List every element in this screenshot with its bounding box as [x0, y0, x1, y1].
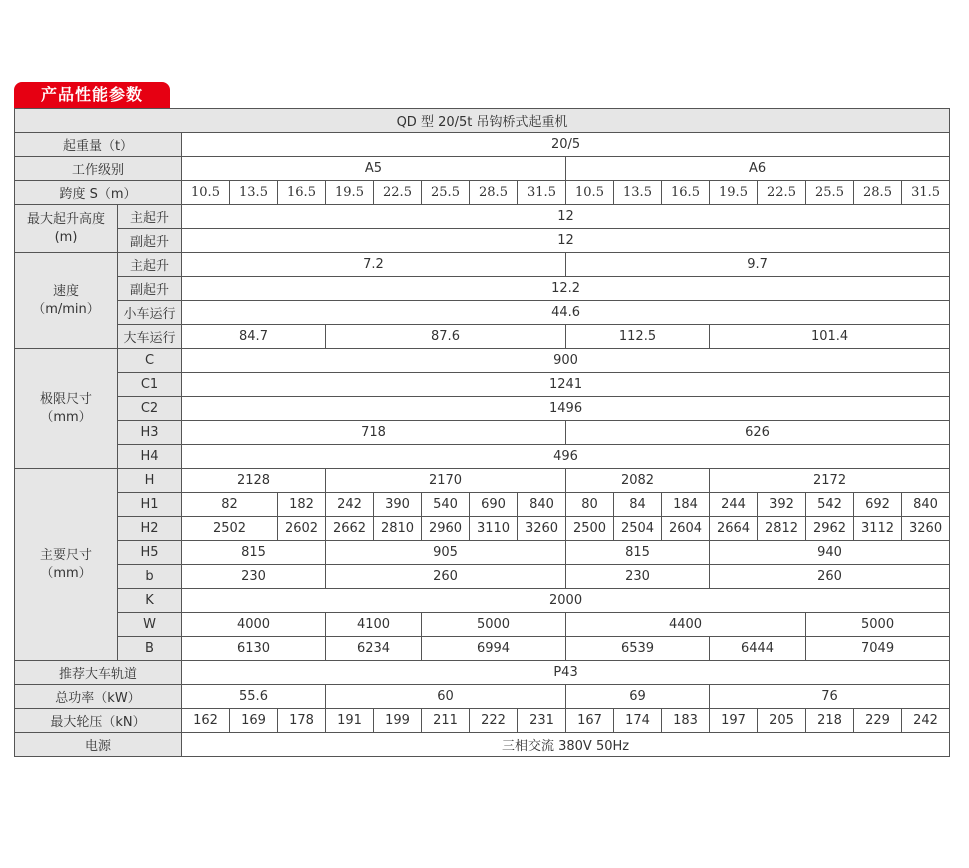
speed-label-line1: 速度 — [52, 283, 79, 299]
capacity-value: 20/5 — [182, 133, 950, 157]
main-h2-cell: 2960 — [422, 517, 470, 541]
max-height-aux-label: 副起升 — [118, 229, 182, 253]
wheel-load-cell: 197 — [710, 709, 758, 733]
span-row — [15, 181, 950, 205]
power-supply-row — [15, 733, 950, 757]
speed-aux-row — [15, 277, 950, 301]
main-h1-cell: 182 — [278, 493, 326, 517]
wheel-load-cell: 211 — [422, 709, 470, 733]
wheel-load-cell: 174 — [614, 709, 662, 733]
power-supply-value: 三相交流 380V 50Hz — [182, 733, 950, 757]
wheel-load-cell: 199 — [374, 709, 422, 733]
power-cell: 76 — [710, 685, 950, 709]
wheel-load-cell: 222 — [470, 709, 518, 733]
power-cell: 69 — [566, 685, 710, 709]
main-h1-cell: 542 — [806, 493, 854, 517]
max-height-label-line1: 最大起升高度 — [26, 211, 105, 227]
work-class-a5: A5 — [182, 157, 566, 181]
main-h1-cell: 80 — [566, 493, 614, 517]
capacity-row — [15, 133, 950, 157]
speed-main-row — [15, 253, 950, 277]
main-h1-cell: 390 — [374, 493, 422, 517]
wheel-load-cell: 205 — [758, 709, 806, 733]
wheel-load-cell: 229 — [854, 709, 902, 733]
main-h5-cell: 940 — [710, 541, 950, 565]
work-class-row — [15, 157, 950, 181]
main-h-cell: 2170 — [326, 469, 566, 493]
wheel-load-row — [15, 709, 950, 733]
main-h2-cell: 2500 — [566, 517, 614, 541]
limit-h4-value: 496 — [182, 445, 950, 469]
limit-dims-label-line1: 极限尺寸 — [39, 391, 92, 407]
wheel-load-cell: 169 — [230, 709, 278, 733]
main-bb-cell: 6234 — [326, 637, 422, 661]
main-h1-cell: 692 — [854, 493, 902, 517]
main-bb-label: B — [118, 637, 182, 661]
limit-dims-label-line2: （mm） — [40, 409, 92, 425]
main-k-row — [15, 589, 950, 613]
span-cell: 10.5 — [182, 181, 230, 205]
wheel-load-cell: 178 — [278, 709, 326, 733]
limit-c-row — [15, 349, 950, 373]
main-w-cell: 4400 — [566, 613, 806, 637]
limit-h3-a5: 718 — [182, 421, 566, 445]
speed-crane-cell: 101.4 — [710, 325, 950, 349]
work-class-label: 工作级别 — [15, 157, 182, 181]
main-h2-row — [15, 517, 950, 541]
span-cell: 25.5 — [422, 181, 470, 205]
main-dims-label-line1: 主要尺寸 — [39, 547, 92, 563]
main-h5-cell: 905 — [326, 541, 566, 565]
main-h5-cell: 815 — [182, 541, 326, 565]
speed-crane-label: 大车运行 — [118, 325, 182, 349]
main-h1-cell: 840 — [518, 493, 566, 517]
max-height-aux-row — [15, 229, 950, 253]
max-height-main-label: 主起升 — [118, 205, 182, 229]
wheel-load-label: 最大轮压（kN） — [15, 709, 182, 733]
span-cell: 22.5 — [758, 181, 806, 205]
limit-c1-value: 1241 — [182, 373, 950, 397]
main-h1-cell: 244 — [710, 493, 758, 517]
limit-h3-a6: 626 — [566, 421, 950, 445]
span-cell: 28.5 — [854, 181, 902, 205]
max-height-label — [15, 205, 118, 253]
main-h2-cell: 2662 — [326, 517, 374, 541]
main-h-label: H — [118, 469, 182, 493]
main-h1-cell: 184 — [662, 493, 710, 517]
power-cell: 60 — [326, 685, 566, 709]
main-b-label: b — [118, 565, 182, 589]
main-h2-cell: 2604 — [662, 517, 710, 541]
wheel-load-cell: 242 — [902, 709, 950, 733]
limit-c2-row — [15, 397, 950, 421]
main-h-cell: 2082 — [566, 469, 710, 493]
span-cell: 25.5 — [806, 181, 854, 205]
section-tab: 产品性能参数 — [14, 82, 170, 108]
work-class-a6: A6 — [566, 157, 950, 181]
span-label: 跨度 S（m） — [15, 181, 182, 205]
main-h1-cell: 690 — [470, 493, 518, 517]
span-cell: 19.5 — [326, 181, 374, 205]
main-h2-cell: 3260 — [518, 517, 566, 541]
limit-dims-label — [15, 349, 118, 469]
title-row — [15, 109, 950, 133]
speed-crane-cell: 84.7 — [182, 325, 326, 349]
main-h5-row — [15, 541, 950, 565]
main-h2-cell: 2962 — [806, 517, 854, 541]
main-h2-cell: 2810 — [374, 517, 422, 541]
span-cell: 10.5 — [566, 181, 614, 205]
main-h1-cell: 242 — [326, 493, 374, 517]
main-h5-cell: 815 — [566, 541, 710, 565]
speed-aux-label: 副起升 — [118, 277, 182, 301]
power-label: 总功率（kW） — [15, 685, 182, 709]
main-w-cell: 4100 — [326, 613, 422, 637]
main-bb-cell: 6994 — [422, 637, 566, 661]
speed-label — [15, 253, 118, 349]
main-k-value: 2000 — [182, 589, 950, 613]
main-h1-cell: 84 — [614, 493, 662, 517]
power-row — [15, 685, 950, 709]
span-cell: 31.5 — [518, 181, 566, 205]
limit-c2-value: 1496 — [182, 397, 950, 421]
speed-aux-value: 12.2 — [182, 277, 950, 301]
wheel-load-cell: 231 — [518, 709, 566, 733]
limit-h4-row — [15, 445, 950, 469]
span-cell: 28.5 — [470, 181, 518, 205]
spec-table — [14, 108, 950, 757]
rail-label: 推荐大车轨道 — [15, 661, 182, 685]
span-cell: 13.5 — [230, 181, 278, 205]
speed-crane-row — [15, 325, 950, 349]
main-h1-cell: 392 — [758, 493, 806, 517]
rail-value: P43 — [182, 661, 950, 685]
max-height-main-value: 12 — [182, 205, 950, 229]
main-h2-cell: 2664 — [710, 517, 758, 541]
span-cell: 22.5 — [374, 181, 422, 205]
main-w-row — [15, 613, 950, 637]
main-bb-cell: 7049 — [806, 637, 950, 661]
main-b-cell: 230 — [182, 565, 326, 589]
main-w-label: W — [118, 613, 182, 637]
wheel-load-cell: 162 — [182, 709, 230, 733]
main-dims-label-line2: （mm） — [40, 565, 92, 581]
wheel-load-cell: 167 — [566, 709, 614, 733]
speed-trolley-value: 44.6 — [182, 301, 950, 325]
speed-main-a5: 7.2 — [182, 253, 566, 277]
main-w-cell: 4000 — [182, 613, 326, 637]
main-h1-cell: 840 — [902, 493, 950, 517]
speed-label-line2: （m/min） — [32, 301, 100, 317]
max-height-label-line2: (m) — [54, 229, 78, 245]
power-cell: 55.6 — [182, 685, 326, 709]
main-k-label: K — [118, 589, 182, 613]
wheel-load-cell: 218 — [806, 709, 854, 733]
power-supply-label: 电源 — [15, 733, 182, 757]
main-h5-label: H5 — [118, 541, 182, 565]
main-h2-cell: 2602 — [278, 517, 326, 541]
span-cell: 19.5 — [710, 181, 758, 205]
speed-main-label: 主起升 — [118, 253, 182, 277]
main-bb-cell: 6444 — [710, 637, 806, 661]
main-h-cell: 2172 — [710, 469, 950, 493]
main-dims-label — [15, 469, 118, 661]
span-cell: 31.5 — [902, 181, 950, 205]
main-h1-cell: 540 — [422, 493, 470, 517]
span-cell: 16.5 — [278, 181, 326, 205]
speed-main-a6: 9.7 — [566, 253, 950, 277]
main-bb-row — [15, 637, 950, 661]
main-h2-cell: 2812 — [758, 517, 806, 541]
speed-trolley-label: 小车运行 — [118, 301, 182, 325]
speed-crane-cell: 87.6 — [326, 325, 566, 349]
limit-c-value: 900 — [182, 349, 950, 373]
max-height-aux-value: 12 — [182, 229, 950, 253]
main-b-cell: 230 — [566, 565, 710, 589]
wheel-load-cell: 191 — [326, 709, 374, 733]
main-h2-cell: 3112 — [854, 517, 902, 541]
span-cell: 13.5 — [614, 181, 662, 205]
main-h2-label: H2 — [118, 517, 182, 541]
speed-crane-cell: 112.5 — [566, 325, 710, 349]
main-b-cell: 260 — [710, 565, 950, 589]
main-b-cell: 260 — [326, 565, 566, 589]
span-cell: 16.5 — [662, 181, 710, 205]
main-h-row — [15, 469, 950, 493]
limit-h3-row — [15, 421, 950, 445]
main-h1-cell: 82 — [182, 493, 278, 517]
main-w-cell: 5000 — [422, 613, 566, 637]
limit-c1-row — [15, 373, 950, 397]
limit-c1-label: C1 — [118, 373, 182, 397]
wheel-load-cell: 183 — [662, 709, 710, 733]
main-w-cell: 5000 — [806, 613, 950, 637]
speed-trolley-row — [15, 301, 950, 325]
limit-c-label: C — [118, 349, 182, 373]
rail-row — [15, 661, 950, 685]
main-bb-cell: 6539 — [566, 637, 710, 661]
main-h2-cell: 3260 — [902, 517, 950, 541]
main-h2-cell: 3110 — [470, 517, 518, 541]
main-h1-label: H1 — [118, 493, 182, 517]
main-bb-cell: 6130 — [182, 637, 326, 661]
main-h-cell: 2128 — [182, 469, 326, 493]
main-b-row — [15, 565, 950, 589]
main-h1-row — [15, 493, 950, 517]
main-h2-cell: 2504 — [614, 517, 662, 541]
limit-c2-label: C2 — [118, 397, 182, 421]
limit-h3-label: H3 — [118, 421, 182, 445]
table-title: QD 型 20/5t 吊钩桥式起重机 — [15, 109, 950, 133]
capacity-label: 起重量（t） — [15, 133, 182, 157]
max-height-main-row — [15, 205, 950, 229]
main-h2-cell: 2502 — [182, 517, 278, 541]
limit-h4-label: H4 — [118, 445, 182, 469]
